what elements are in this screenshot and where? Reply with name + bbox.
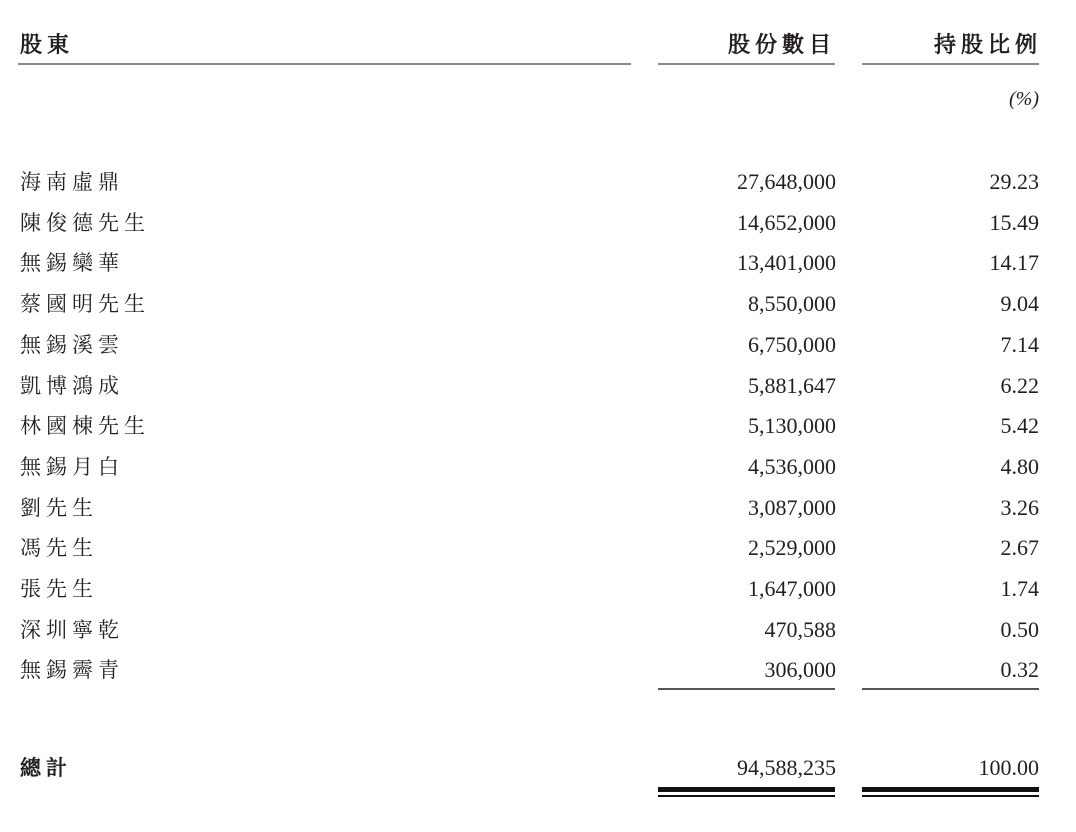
table-row: [0, 248, 1076, 278]
total-shares: 94,588,235: [737, 755, 836, 780]
shareholder-name: 無錫欒華: [20, 251, 124, 276]
share-count: 470,588: [764, 616, 836, 642]
shareholder-name: 無錫溪雲: [20, 332, 124, 357]
shareholder-name: 陳俊德先生: [20, 210, 150, 235]
table-row: [0, 533, 1076, 563]
share-count: 6,750,000: [748, 331, 836, 357]
total-row: [0, 753, 1076, 783]
share-count: 14,652,000: [737, 209, 836, 235]
table-row: [0, 208, 1076, 238]
share-count: 13,401,000: [737, 250, 836, 276]
shareholder-name: 無錫霽青: [20, 658, 124, 683]
table-row: [0, 655, 1076, 685]
shareholder-name: 劉先生: [20, 495, 98, 520]
share-count: 8,550,000: [748, 291, 836, 317]
subtotal-rule-shares: [658, 688, 835, 690]
double-rule-percentage-top: [862, 787, 1039, 792]
table-row: [0, 574, 1076, 604]
table-row: [0, 452, 1076, 482]
table-row: [0, 411, 1076, 441]
header-rule-percentage: [862, 63, 1039, 65]
table-row: [0, 615, 1076, 645]
shareholding-percentage: 3.26: [1000, 494, 1039, 520]
share-count: 5,881,647: [748, 372, 836, 398]
table-row: [0, 493, 1076, 523]
shareholding-percentage: 5.42: [1000, 413, 1039, 439]
shareholding-percentage: 29.23: [989, 169, 1039, 194]
shareholder-name: 無錫月白: [20, 454, 124, 479]
header-rule-shareholder: [18, 63, 631, 65]
shareholder-name: 海南虛鼎: [20, 170, 124, 194]
shareholding-percentage: 1.74: [1000, 576, 1039, 601]
header-percentage: 持股比例: [933, 32, 1042, 57]
percentage-unit-label: (%): [1009, 88, 1039, 110]
share-count: 1,647,000: [748, 576, 836, 601]
total-percentage: 100.00: [978, 755, 1039, 780]
table-row: [0, 167, 1076, 197]
shareholding-percentage: 7.14: [1000, 331, 1039, 357]
double-rule-percentage-bottom: [862, 795, 1039, 797]
shareholder-name: 凱博鴻成: [20, 373, 124, 398]
shareholding-percentage: 14.17: [989, 250, 1039, 276]
double-rule-shares-top: [658, 787, 835, 792]
table-row: [0, 330, 1076, 360]
shareholding-percentage: 9.04: [1000, 291, 1039, 317]
header-shareholder: 股東: [20, 32, 75, 57]
share-count: 5,130,000: [748, 413, 836, 439]
subtotal-rule-percentage: [862, 688, 1039, 690]
share-count: 2,529,000: [748, 535, 836, 561]
share-count: 3,087,000: [748, 494, 836, 520]
shareholding-percentage: 4.80: [1000, 453, 1039, 479]
header-shares: 股份數目: [727, 32, 836, 57]
shareholding-percentage: 2.67: [1000, 535, 1039, 561]
table-row: [0, 289, 1076, 319]
header-rule-shares: [658, 63, 835, 65]
shareholding-percentage: 15.49: [989, 209, 1039, 235]
double-rule-shares-bottom: [658, 795, 835, 797]
shareholding-percentage: 0.32: [1000, 657, 1039, 683]
shareholding-percentage: 0.50: [1000, 616, 1039, 642]
share-count: 4,536,000: [748, 453, 836, 479]
shareholder-name: 馮先生: [20, 536, 98, 561]
shareholder-name: 林國棟先生: [20, 414, 150, 439]
share-count: 306,000: [764, 657, 836, 683]
share-count: 27,648,000: [737, 169, 836, 194]
shareholder-name: 深圳寧乾: [20, 617, 124, 642]
total-label: 總計: [20, 755, 72, 780]
shareholding-percentage: 6.22: [1000, 372, 1039, 398]
table-row: [0, 371, 1076, 401]
shareholder-name: 張先生: [20, 577, 98, 601]
shareholder-name: 蔡國明先生: [20, 292, 150, 317]
